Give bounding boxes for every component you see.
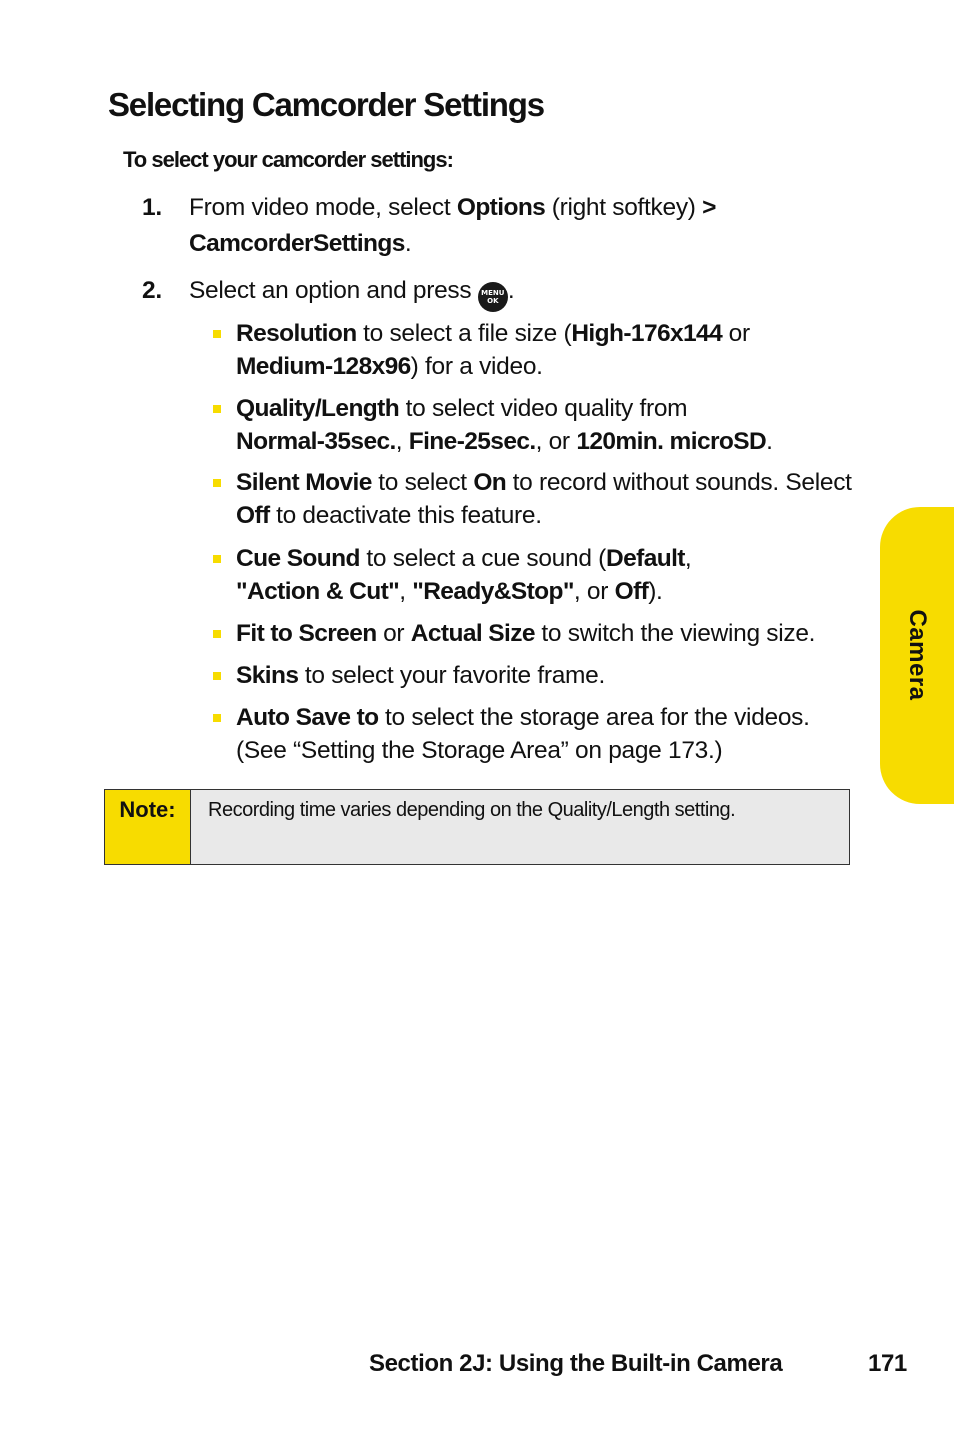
section-side-tab	[880, 507, 954, 804]
step-text: Select an option and press MENU OK .	[189, 273, 809, 312]
bullet-square-icon	[213, 672, 221, 680]
instructions-heading: To select your camcorder settings:	[123, 147, 453, 172]
bullet-square-icon	[213, 330, 221, 338]
bullet-square-icon	[213, 555, 221, 563]
footer-page-number: 171	[868, 1350, 907, 1377]
page-title: Selecting Camcorder Settings	[108, 86, 544, 123]
side-tab-label: Camera	[904, 609, 931, 701]
bullet-square-icon	[213, 630, 221, 638]
bullet-square-icon	[213, 714, 221, 722]
step-text: From video mode, select Options (right softkey) > CamcorderSettings.	[189, 194, 716, 257]
menu-ok-key-icon: MENU OK	[478, 282, 508, 312]
note-text: Recording time varies depending on the Quality/Length setting.	[208, 799, 736, 821]
step-number: 2.	[142, 277, 162, 304]
bullet-square-icon	[213, 405, 221, 413]
note-label: Note:	[105, 790, 191, 864]
step-number: 1.	[142, 194, 162, 221]
footer-section-title: Section 2J: Using the Built-in Camera	[369, 1350, 783, 1377]
bullet-square-icon	[213, 479, 221, 487]
note-box	[104, 789, 850, 865]
